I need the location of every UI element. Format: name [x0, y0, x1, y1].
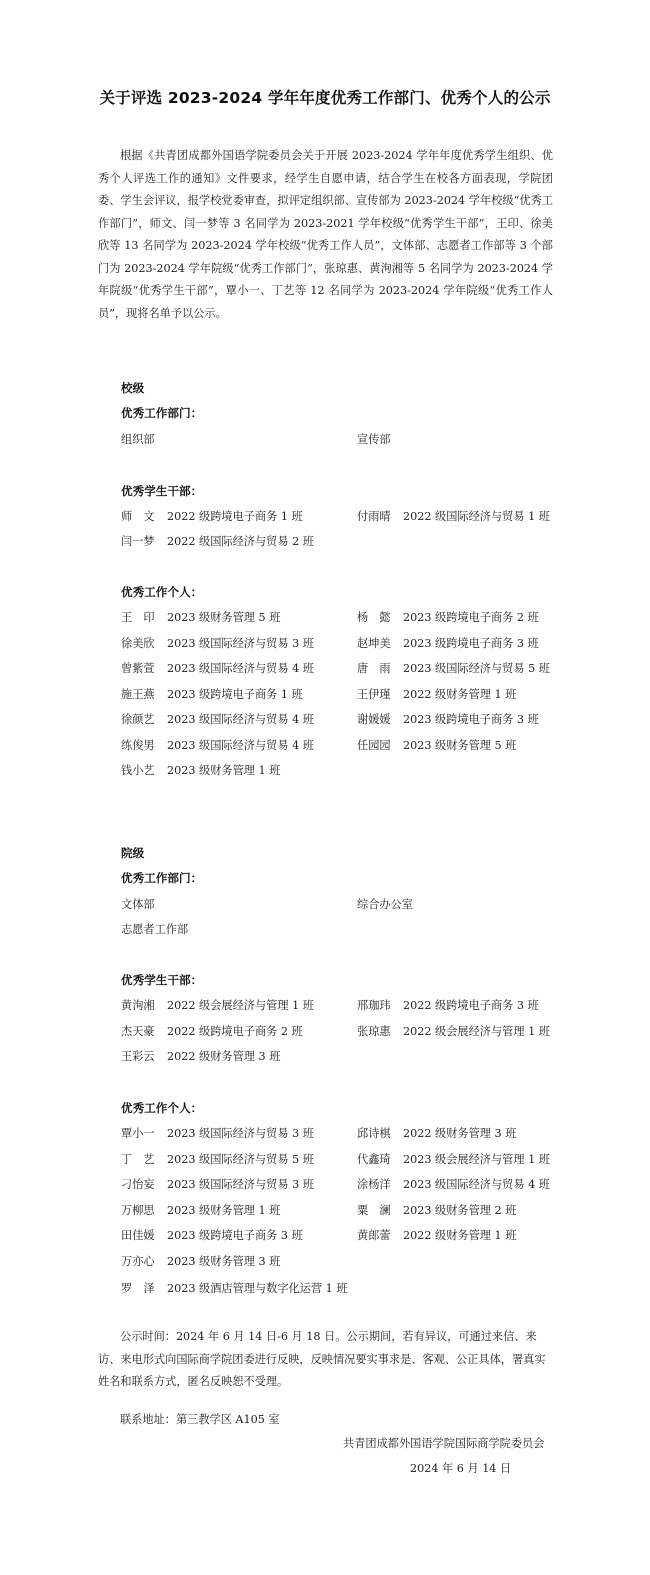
college-staff-row	[121, 1151, 314, 1167]
person-name: 任园园	[357, 739, 391, 752]
college-staff-row	[121, 1125, 314, 1141]
college-level-heading: 院级	[121, 846, 145, 860]
school-staff-row	[121, 609, 280, 625]
person-class: 2023 级财务管理 3 班	[167, 1255, 281, 1268]
college-cadre-row	[357, 997, 539, 1013]
person-name: 杨 懿	[357, 611, 391, 624]
person-class: 2023 级跨境电子商务 3 班	[403, 637, 539, 650]
school-staff-row	[121, 711, 314, 727]
signer: 共青团成都外国语学院国际商学院委员会	[343, 1437, 545, 1450]
college-staff-heading: 优秀工作个人：	[121, 1101, 203, 1115]
person-class: 2023 级跨境电子商务 2 班	[403, 611, 539, 624]
person-name: 张琼惠	[357, 1025, 391, 1038]
college-cadre-row	[121, 997, 314, 1013]
college-staff-row	[121, 1202, 280, 1218]
notice-paragraph: 公示时间：2024 年 6 月 14 日-6 月 18 日。公示期间，若有异议，可通过来信、来访、来电形式向国际商学院团委进行反映，反映情况要实事求是、客观、公正具体，署真实姓名和联系方式，匿名反映恕不受理。	[98, 1330, 546, 1388]
person-class: 2023 级财务管理 2 班	[403, 1204, 517, 1217]
school-staff-row	[357, 711, 539, 727]
document-title: 关于评选 2023-2024 学年年度优秀工作部门、优秀个人的公示	[99, 89, 551, 107]
person-class: 2023 级会展经济与管理 1 班	[403, 1153, 550, 1166]
person-class: 2023 级财务管理 5 班	[403, 739, 517, 752]
college-staff-row	[121, 1253, 280, 1269]
school-staff-row	[357, 635, 539, 651]
school-cadre-row	[121, 533, 314, 549]
person-class: 2023 级国际经济与贸易 4 班	[167, 739, 314, 752]
person-name: 徐颜艺	[121, 713, 155, 726]
college-cadre-heading: 优秀学生干部：	[121, 973, 203, 987]
school-level-heading: 校级	[121, 381, 145, 395]
person-name: 万柳思	[121, 1204, 155, 1217]
person-name: 王伊瑾	[357, 688, 391, 701]
person-class: 2023 级国际经济与贸易 3 班	[167, 1127, 314, 1140]
person-class: 2022 级跨境电子商务 1 班	[167, 510, 303, 523]
person-class: 2022 级会展经济与管理 1 班	[167, 999, 314, 1012]
person-class: 2023 级财务管理 1 班	[167, 764, 281, 777]
college-staff-row	[121, 1280, 348, 1296]
person-class: 2022 级国际经济与贸易 1 班	[403, 510, 550, 523]
person-class: 2022 级会展经济与管理 1 班	[403, 1025, 550, 1038]
person-name: 粟 澜	[357, 1204, 391, 1217]
person-name: 师 文	[121, 510, 155, 523]
person-name: 黄郎蕾	[357, 1229, 391, 1242]
school-staff-row	[121, 737, 314, 753]
contact-address: 联系地址：第三教学区 A105 室	[120, 1413, 280, 1426]
school-staff-row	[357, 609, 539, 625]
person-class: 2023 级国际经济与贸易 3 班	[167, 1178, 314, 1191]
person-name: 王 印	[121, 611, 155, 624]
person-name: 万亦心	[121, 1255, 155, 1268]
person-name: 施王燕	[121, 688, 155, 701]
person-name: 刁怡妄	[121, 1178, 155, 1191]
person-class: 2023 级跨境电子商务 3 班	[403, 713, 539, 726]
college-dept-item: 志愿者工作部	[121, 923, 189, 936]
person-class: 2022 级财务管理 1 班	[403, 1229, 517, 1242]
person-class: 2022 级财务管理 1 班	[403, 688, 517, 701]
person-name: 闫一梦	[121, 535, 155, 548]
person-class: 2023 级国际经济与贸易 3 班	[167, 637, 314, 650]
person-name: 王彩云	[121, 1050, 155, 1063]
school-cadre-row	[357, 508, 550, 524]
person-class: 2023 级跨境电子商务 1 班	[167, 688, 303, 701]
school-dept-heading: 优秀工作部门：	[121, 406, 203, 420]
person-class: 2022 级跨境电子商务 2 班	[167, 1025, 303, 1038]
signing-date: 2024 年 6 月 14 日	[410, 1462, 512, 1475]
college-dept-item: 综合办公室	[357, 898, 413, 911]
intro-paragraph: 根据《共青团成都外国语学院委员会关于开展 2023-2024 学年年度优秀学生组织、优秀个人评选工作的通知》文件要求，经学生自愿申请，结合学生在校各方面表现，学院团委、学生会评议，报学校党委审查，拟评定组织部、宣传部为 2023-2024 学年校级“优秀工作部门”，师文、闫一梦等 3 名同学为 2023-2021 学年校级“优秀学生干部”，王印、徐美欣等 13 名同学为 2023-2024 学年校级“优秀工作人员”，文体部、志愿者工作部等 3 个部门为 2023-2024 学年院级“优秀工作部门”，张琼惠、黄洵湘等 5 名同学为 2023-2024 学年院级“优秀学生干部”，覃小一、丁艺等 12 名同学为 2023-2024 学年院级“优秀工作人员”，现将名单予以公示。	[98, 149, 553, 320]
person-name: 练俊男	[121, 739, 155, 752]
person-name: 覃小一	[121, 1127, 155, 1140]
college-staff-row	[357, 1151, 550, 1167]
college-staff-row	[357, 1202, 516, 1218]
person-name: 丁 艺	[121, 1153, 155, 1166]
school-staff-heading: 优秀工作个人：	[121, 585, 203, 599]
person-class: 2023 级国际经济与贸易 4 班	[167, 713, 314, 726]
college-dept-item: 文体部	[121, 898, 155, 911]
person-class: 2023 级酒店管理与数字化运营 1 班	[167, 1282, 348, 1295]
person-class: 2023 级跨境电子商务 3 班	[167, 1229, 303, 1242]
school-staff-row	[357, 686, 516, 702]
school-dept-item: 组织部	[121, 433, 155, 446]
person-class: 2023 级财务管理 1 班	[167, 1204, 281, 1217]
school-staff-row	[121, 686, 303, 702]
person-name: 徐美欣	[121, 637, 155, 650]
school-cadre-heading: 优秀学生干部：	[121, 484, 203, 498]
person-class: 2023 级国际经济与贸易 4 班	[403, 1178, 550, 1191]
college-staff-row	[121, 1227, 303, 1243]
person-name: 代鑫琦	[357, 1153, 391, 1166]
person-class: 2023 级国际经济与贸易 4 班	[167, 662, 314, 675]
person-name: 钱小艺	[121, 764, 155, 777]
person-class: 2023 级国际经济与贸易 5 班	[167, 1153, 314, 1166]
person-name: 涂杨洋	[357, 1178, 391, 1191]
person-name: 黄洵湘	[121, 999, 155, 1012]
college-cadre-row	[121, 1023, 303, 1039]
person-class: 2022 级财务管理 3 班	[403, 1127, 517, 1140]
person-class: 2023 级国际经济与贸易 5 班	[403, 662, 550, 675]
person-name: 赵坤美	[357, 637, 391, 650]
school-dept-item: 宣传部	[357, 433, 391, 446]
school-staff-row	[121, 635, 314, 651]
school-staff-row	[357, 660, 550, 676]
person-class: 2022 级国际经济与贸易 2 班	[167, 535, 314, 548]
person-name: 谢媛媛	[357, 713, 391, 726]
person-class: 2022 级财务管理 3 班	[167, 1050, 281, 1063]
person-name: 付雨晴	[357, 510, 391, 523]
person-name: 田佳媛	[121, 1229, 155, 1242]
school-staff-row	[357, 737, 516, 753]
person-name: 邱诗棋	[357, 1127, 391, 1140]
person-name: 唐 雨	[357, 662, 391, 675]
person-class: 2022 级跨境电子商务 3 班	[403, 999, 539, 1012]
person-name: 邢珈玮	[357, 999, 391, 1012]
person-name: 曾紫萱	[121, 662, 155, 675]
college-staff-row	[121, 1176, 314, 1192]
college-cadre-row	[121, 1048, 280, 1064]
school-staff-row	[121, 660, 314, 676]
college-staff-row	[357, 1125, 516, 1141]
person-name: 罗 泽	[121, 1282, 155, 1295]
person-class: 2023 级财务管理 5 班	[167, 611, 281, 624]
college-staff-row	[357, 1227, 516, 1243]
college-staff-row	[357, 1176, 550, 1192]
school-staff-row	[121, 762, 280, 778]
college-cadre-row	[357, 1023, 550, 1039]
person-name: 杰天豪	[121, 1025, 155, 1038]
college-dept-heading: 优秀工作部门：	[121, 871, 203, 885]
school-cadre-row	[121, 508, 303, 524]
